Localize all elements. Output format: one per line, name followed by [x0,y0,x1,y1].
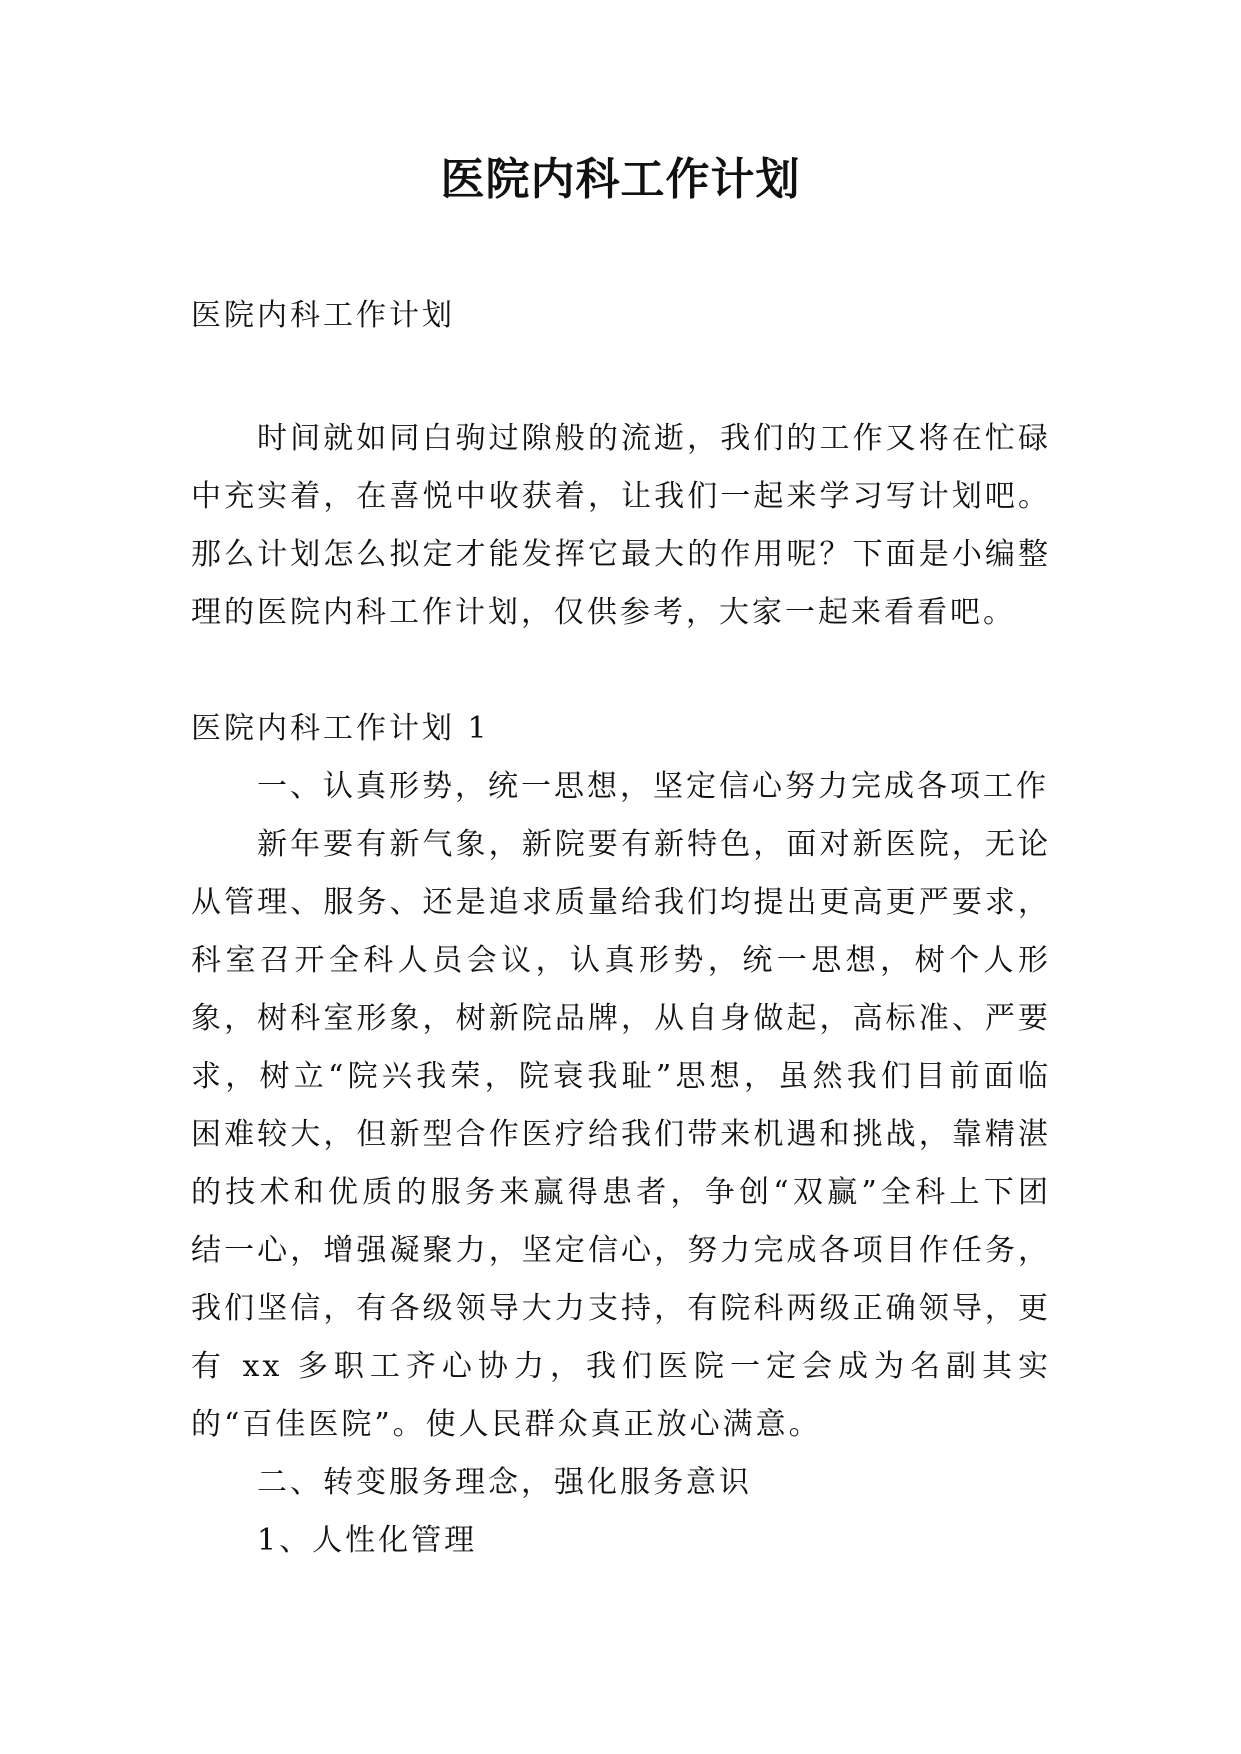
document-subtitle: 医院内科工作计划 [191,298,455,333]
document-title: 医院内科工作计划 [440,154,801,205]
point-2-heading: 二、转变服务理念，强化服务意识 [257,1465,752,1500]
point-1-heading: 一、认真形势，统一思想，坚定信心努力完成各项工作 [257,769,1049,804]
intro-paragraph: 时间就如同白驹过隙般的流逝，我们的工作又将在忙碌中充实着，在喜悦中收获着，让我们一起来学习写计划吧。那么计划怎么拟定才能发挥它最大的作用呢？下面是小编整理的医院内科工作计划，仅供参考，大家一起来看看吧。 [191,421,1051,630]
section-1-heading: 医院内科工作计划 1 [191,711,490,746]
section-1 [191,700,1051,1570]
point-1-body: 新年要有新气象，新院要有新特色，面对新医院，无论从管理、服务、还是追求质量给我们均提出更高更严要求，科室召开全科人员会议，认真形势，统一思想，树个人形象，树科室形象，树新院品牌，从自身做起，高标准、严要求，树立“院兴我荣，院衰我耻”思想，虽然我们目前面临困难较大，但新型合作医疗给我们带来机遇和挑战，靠精湛的技术和优质的服务来赢得患者，争创“双赢”全科上下团结一心，增强凝聚力，坚定信心，努力完成各项目作任务，我们坚信，有各级领导大力支持，有院科两级正确领导，更有 xx 多职工齐心协力，我们医院一定会成为名副其实的“百佳医院”。使人民群众真正放心满意。 [191,827,1051,1442]
point-2-sub-1: 1、人性化管理 [257,1523,478,1558]
